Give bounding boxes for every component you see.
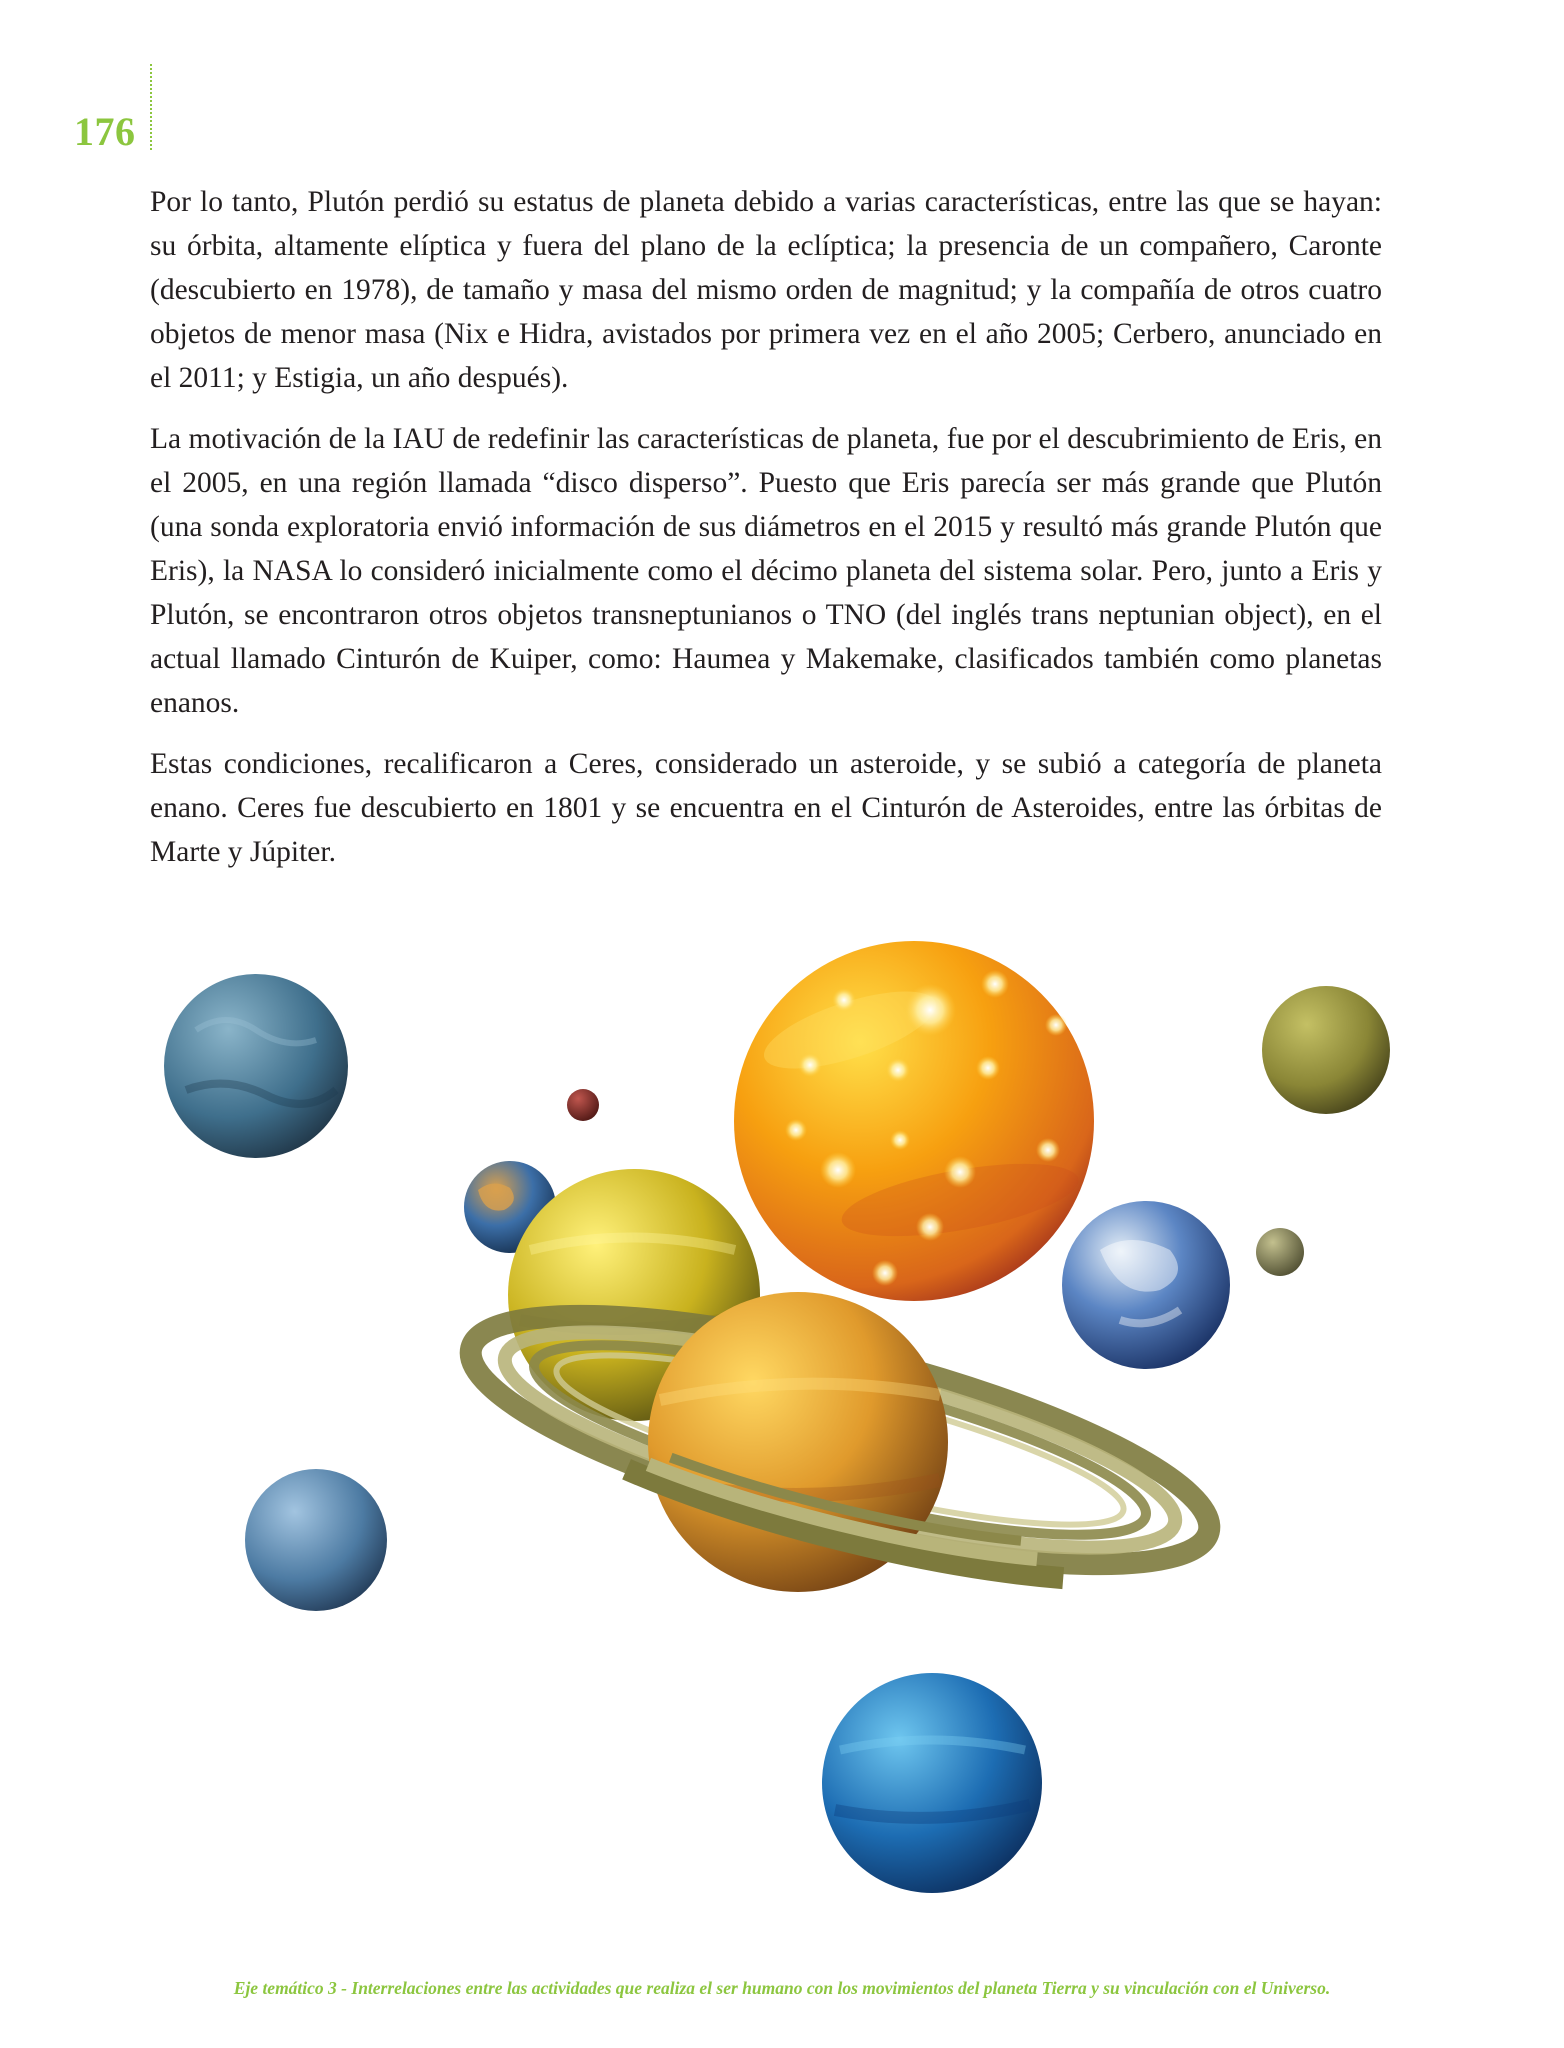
solar-system-illustration xyxy=(0,920,1564,1920)
sun-flare xyxy=(981,970,1009,998)
planet-blue-gray xyxy=(164,974,348,1158)
sun-flare xyxy=(916,1213,944,1241)
sun-flare xyxy=(785,1119,807,1141)
sun-flare xyxy=(976,1056,1000,1080)
sun-flare xyxy=(1036,1138,1060,1162)
paragraph-3: Estas condiciones, recalificaron a Ceres, considerado un asteroide, y se subió a categoría de planeta enano. Ceres fue descubierto en 1801 y se encuentra en el Cinturón de Asteroides, entre las órbitas de Marte y Júpiter. xyxy=(150,748,1382,868)
paragraph-2: La motivación de la IAU de redefinir las características de planeta, fue por el descubrimiento de Eris, en el 2005, en una región llamada “disco disperso”. Puesto que Eris parecía ser más grande que Plutón (una sonda exploratoria envió información de sus diámetros en el 2015 y resultó más grande Plutón que Eris), la NASA lo consideró inicialmente como el décimo planeta del sistema solar. Pero, junto a Eris y Plutón, se encontraron otros objetos transneptunianos o TNO (del inglés trans neptunian object), en el actual llamado Cinturón de Kuiper, como: Haumea y Makemake, clasificados también como planetas enanos. xyxy=(150,423,1382,719)
planet-neptune xyxy=(822,1673,1042,1893)
sun-flare xyxy=(872,1260,898,1286)
margin-rule xyxy=(150,64,152,150)
page-footer: Eje temático 3 - Interrelaciones entre las actividades que realiza el ser humano con los movimientos del planeta Tierra y su vinculación con el Universo. xyxy=(233,1978,1331,1998)
sun-flare xyxy=(886,1058,910,1082)
planet-earth xyxy=(1062,1201,1230,1369)
planet-uranus xyxy=(245,1469,387,1611)
sun-flare xyxy=(1045,1014,1067,1036)
sun-flare xyxy=(904,984,956,1036)
planet-olive xyxy=(1262,986,1390,1114)
sun-flare xyxy=(890,1130,910,1150)
page-number: 176 xyxy=(74,109,136,154)
sun-flare xyxy=(832,988,856,1012)
planet-mars xyxy=(567,1089,599,1121)
planet-small-moon xyxy=(1256,1228,1304,1276)
sun-flare xyxy=(820,1152,856,1188)
sun-flare xyxy=(798,1053,822,1077)
body-text xyxy=(150,180,1382,891)
paragraph-1: Por lo tanto, Plutón perdió su estatus de planeta debido a varias características, entre las que se hayan: su órbita, altamente elíptica y fuera del plano de la eclíptica; la presencia de un compañero, Caronte (descubierto en 1978), de tamaño y masa del mismo orden de magnitud; y la compañía de otros cuatro objetos de menor masa (Nix e Hidra, avistados por primera vez en el año 2005; Cerbero, anunciado en el 2011; y Estigia, un año después). xyxy=(150,186,1382,394)
sun xyxy=(734,941,1094,1301)
sun-flare xyxy=(944,1156,976,1188)
